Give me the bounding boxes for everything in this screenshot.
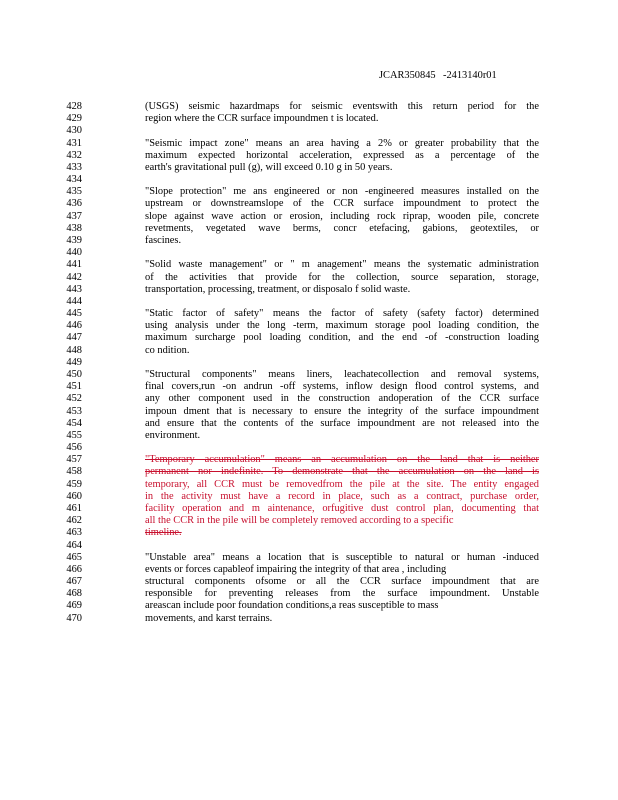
document-line	[0, 441, 618, 454]
line-text: transportation, processing, treatment, or disposalo f solid waste.	[145, 283, 411, 295]
document-line	[0, 405, 618, 418]
document-line	[0, 283, 618, 296]
line-number: 463	[66, 527, 82, 539]
line-number: 449	[66, 356, 82, 368]
line-text: maximum expected horizontal acceleration, expressed as a percentage of the	[145, 149, 539, 161]
line-number: 468	[66, 588, 82, 600]
line-text: final covers,run -on andrun -off systems, inflow design flood control systems, and	[145, 381, 539, 393]
line-number: 470	[66, 612, 82, 624]
document-line	[0, 185, 618, 198]
document-line	[0, 587, 618, 600]
line-number: 434	[66, 174, 82, 186]
line-number: 433	[66, 161, 82, 173]
document-number: -2413140r01	[443, 70, 497, 81]
line-text: co ndition.	[145, 344, 190, 356]
line-number: 454	[66, 417, 82, 429]
line-text: and ensure that the contents of the surface impoundment are not released into the	[145, 417, 539, 429]
line-number: 432	[66, 149, 82, 161]
document-line	[0, 173, 618, 186]
document-line	[0, 124, 618, 137]
document-line	[0, 149, 618, 162]
line-number: 448	[66, 344, 82, 356]
document-line	[0, 490, 618, 503]
document-line	[0, 453, 618, 466]
document-line	[0, 222, 618, 235]
line-number: 461	[66, 502, 82, 514]
line-number: 436	[66, 198, 82, 210]
line-text: (USGS) seismic hazardmaps for seismic eventswith this return period for the	[145, 101, 539, 112]
line-number: 435	[66, 186, 82, 198]
document-line	[0, 137, 618, 150]
document-line	[0, 417, 618, 430]
line-number: 439	[66, 235, 82, 246]
line-text: maximum surcharge pool loading condition, and the end -of -construction loading	[145, 332, 539, 344]
document-line	[0, 392, 618, 405]
document-code: JCAR350845	[379, 70, 436, 81]
line-text: "Slope protection" me ans engineered or non -engineered measures installed on the	[145, 186, 539, 198]
deleted-text-line: timeline.	[145, 527, 182, 539]
line-text: using analysis under the long -term, maximum storage pool loading condition, the	[145, 320, 539, 332]
deleted-text-line: "Temporary accumulation" means an accumulation on the land that is neither	[145, 454, 539, 466]
document-line	[0, 295, 618, 308]
line-number: 442	[66, 271, 82, 283]
document-line	[0, 478, 618, 491]
line-number: 438	[66, 222, 82, 234]
line-number: 455	[66, 429, 82, 441]
document-line	[0, 100, 618, 113]
line-text: "Structural components" means liners, leachatecollection and removal systems,	[145, 369, 539, 380]
document-line	[0, 526, 618, 539]
line-text: of the activities that provide for the collection, source separation, storage,	[145, 271, 539, 283]
document-header	[0, 70, 618, 84]
line-text: environment.	[145, 429, 201, 441]
document-line	[0, 429, 618, 442]
line-number: 453	[66, 405, 82, 417]
line-number: 431	[66, 137, 82, 149]
document-line	[0, 575, 618, 588]
document-line	[0, 344, 618, 357]
document-line	[0, 380, 618, 393]
line-number: 429	[66, 113, 82, 125]
line-text: impoun dment that is necessary to ensure the integrity of the surface impoundment	[145, 405, 539, 417]
line-text: "Solid waste management" or " m anagement" means the systematic administration	[145, 259, 539, 271]
inserted-text-line: facility operation and m aintenance, orfugitive dust control plan, documenting that	[145, 502, 539, 514]
document-line	[0, 307, 618, 320]
line-text: upstream or downstreamslope of the CCR surface impoundment to protect the	[145, 198, 539, 210]
line-number: 430	[66, 125, 82, 137]
line-number: 447	[66, 332, 82, 344]
line-text: "Seismic impact zone" means an area having a 2% or greater probability that the	[145, 137, 539, 149]
line-number: 466	[66, 563, 82, 575]
line-text: fascines.	[145, 235, 182, 246]
line-text: responsible for preventing releases from the surface impoundment. Unstable	[145, 588, 539, 600]
line-number: 460	[66, 490, 82, 502]
line-number: 441	[66, 259, 82, 271]
line-number: 469	[66, 600, 82, 612]
line-number: 452	[66, 393, 82, 405]
line-number: 443	[66, 283, 82, 295]
line-text: structural components ofsome or all the CCR surface impoundment that are	[145, 576, 539, 587]
line-text: "Unstable area" means a location that is susceptible to natural or human -induced	[145, 551, 539, 563]
document-line	[0, 258, 618, 271]
document-line	[0, 539, 618, 552]
document-line	[0, 246, 618, 259]
line-number: 464	[66, 539, 82, 551]
line-text: slope against wave action or erosion, including rock riprap, wooden pile, concrete	[145, 210, 539, 222]
deleted-text-line: permanent nor indefinite. To demonstrate that the accumulation on the land is	[145, 466, 539, 478]
document-line	[0, 197, 618, 210]
document-line	[0, 514, 618, 527]
line-text: areascan include poor foundation conditions,a reas susceptible to mass	[145, 600, 439, 612]
inserted-text-line: temporary, all CCR must be removedfrom the pile at the site. The entity engaged	[145, 478, 539, 490]
line-number: 440	[66, 247, 82, 259]
line-number: 444	[66, 295, 82, 307]
line-text: movements, and karst terrains.	[145, 612, 273, 624]
document-line	[0, 161, 618, 174]
document-line	[0, 271, 618, 284]
line-number: 459	[66, 478, 82, 490]
line-number: 462	[66, 515, 82, 527]
document-line	[0, 465, 618, 478]
document-line	[0, 368, 618, 381]
document-line	[0, 551, 618, 564]
document-line	[0, 356, 618, 369]
line-text: region where the CCR surface impoundmen t is located.	[145, 113, 379, 125]
document-line	[0, 599, 618, 612]
inserted-text-line: all the CCR in the pile will be completely removed according to a specific	[145, 515, 454, 527]
document-line	[0, 234, 618, 247]
line-number: 437	[66, 210, 82, 222]
line-number: 458	[66, 466, 82, 478]
document-line	[0, 331, 618, 344]
document-line	[0, 319, 618, 332]
document-line	[0, 112, 618, 125]
line-number: 450	[66, 369, 82, 380]
line-text: "Static factor of safety" means the factor of safety (safety factor) determined	[145, 308, 539, 320]
line-number: 446	[66, 320, 82, 332]
line-text: revetments, vegetated wave berms, concr etefacing, gabions, geotextiles, or	[145, 222, 539, 234]
document-line	[0, 563, 618, 576]
line-text: earth's gravitational pull (g), will exceed 0.10 g in 50 years.	[145, 161, 393, 173]
line-number: 465	[66, 551, 82, 563]
line-number: 445	[66, 308, 82, 320]
line-number: 456	[66, 442, 82, 453]
document-line	[0, 612, 618, 625]
line-number: 451	[66, 381, 82, 393]
line-number: 457	[66, 454, 82, 466]
document-line	[0, 502, 618, 515]
inserted-text-line: in the activity must have a record in place, such as a contract, purchase order,	[145, 490, 539, 502]
line-number: 467	[66, 576, 82, 587]
line-text: events or forces capableof impairing the integrity of that area , including	[145, 563, 447, 575]
line-text: any other component used in the construction andoperation of the CCR surface	[145, 393, 539, 405]
line-number: 428	[66, 101, 82, 112]
document-line	[0, 210, 618, 223]
